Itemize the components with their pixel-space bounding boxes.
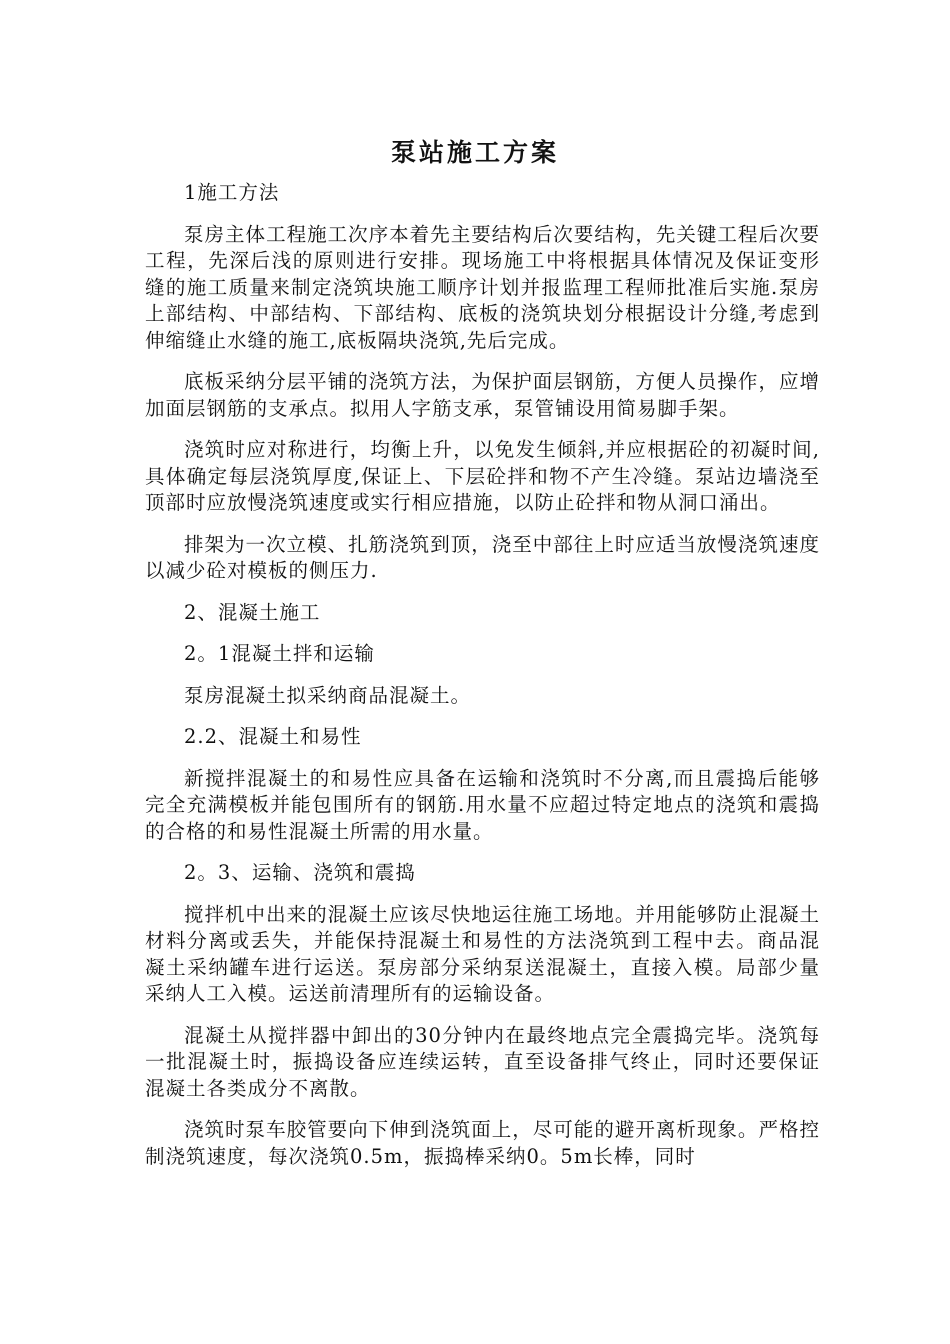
subsection-heading: 2.2、混凝土和易性	[184, 725, 362, 748]
paragraph: 浇筑时应对称进行，均衡上升，以免发生倾斜,并应根据砼的初凝时间,具体确定每层浇筑厚度,保证上、下层砼拌和物不产生冷缝。泵站边墙浇至顶部时应放慢浇筑速度或实行相应措施，以防止砼拌和物从洞口涌出。	[145, 438, 820, 514]
document-title: 泵站施工方案	[390, 138, 559, 167]
subsection-heading: 2。1混凝土拌和运输	[184, 642, 375, 665]
paragraph: 混凝土从搅拌器中卸出的30分钟内在最终地点完全震捣完毕。浇筑每一批混凝土时，振捣设备应连续运转，直至设备排气终止，同时还要保证混凝土各类成分不离散。	[145, 1023, 820, 1100]
paragraph: 泵房混凝土拟采纳商品混凝土。	[184, 683, 472, 707]
paragraph: 泵房主体工程施工次序本着先主要结构后次要结构，先关键工程后次要工程，先深后浅的原则进行安排。现场施工中将根据具体情况及保证变形缝的施工质量来制定浇筑块施工顺序计划并报监理工程师批准后实施.泵房上部结构、中部结构、下部结构、底板的浇筑块划分根据设计分缝,考虑到伸缩缝止水缝的施工,底板隔块浇筑,先后完成。	[145, 222, 820, 352]
paragraph: 浇筑时泵车胶管要向下伸到浇筑面上，尽可能的避开离析现象。严格控制浇筑速度，每次浇筑0.5m，振捣棒采纳0。5m长棒，同时	[145, 1118, 820, 1168]
subsection-heading: 2。3、运输、浇筑和震捣	[184, 861, 416, 884]
paragraph: 搅拌机中出来的混凝土应该尽快地运往施工场地。并用能够防止混凝土材料分离或丢失，并能保持混凝土和易性的方法浇筑到工程中去。商品混凝土采纳罐车进行运送。泵房部分采纳泵送混凝土，直接入模。局部少量采纳人工入模。运送前清理所有的运输设备。	[145, 902, 820, 1005]
paragraph: 排架为一次立模、扎筋浇筑到顶，浇至中部往上时应适当放慢浇筑速度以减少砼对模板的侧压力.	[145, 532, 820, 582]
document-body	[145, 180, 820, 1185]
paragraph: 底板采纳分层平铺的浇筑方法，为保护面层钢筋，方便人员操作，应增加面层钢筋的支承点。拟用人字筋支承，泵管铺设用简易脚手架。	[145, 370, 820, 420]
section-heading: 1施工方法	[184, 181, 280, 204]
paragraph: 新搅拌混凝土的和易性应具备在运输和浇筑时不分离,而且震捣后能够完全充满模板并能包围所有的钢筋.用水量不应超过特定地点的浇筑和震捣的合格的和易性混凝土所需的用水量。	[145, 766, 820, 843]
section-heading: 2、混凝土施工	[184, 600, 321, 624]
